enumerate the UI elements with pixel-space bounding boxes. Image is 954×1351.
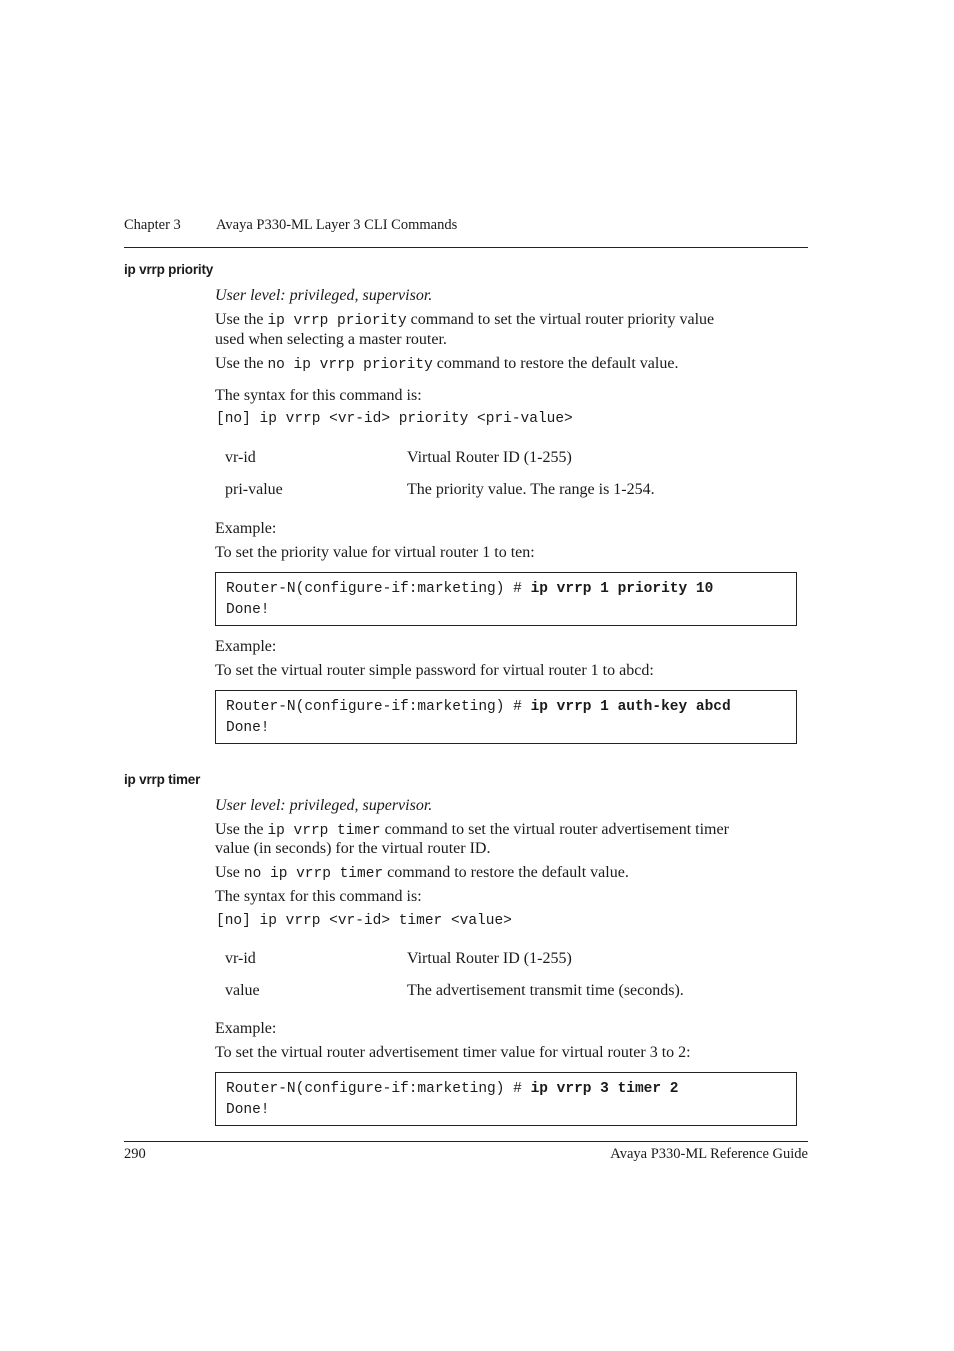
user-level-priority: User level: privileged, supervisor. (215, 287, 433, 304)
paragraph-priority-usage-line2: used when selecting a master router. (215, 331, 447, 348)
code-result: Done! (226, 720, 270, 736)
param-name: vr-id (225, 950, 256, 967)
inline-code: ip vrrp timer (267, 823, 381, 839)
text-span: Use the (215, 311, 268, 328)
paragraph-priority-restore (215, 354, 678, 375)
syntax-intro-timer: The syntax for this command is: (215, 888, 422, 905)
text-span: Use (215, 864, 244, 881)
syntax-priority: [no] ip vrrp <vr-id> priority <pri-value> (216, 411, 573, 427)
paragraph-timer-restore (215, 863, 629, 884)
cli-command: ip vrrp 1 auth-key abcd (530, 699, 731, 715)
code-example-auth-key (215, 690, 797, 744)
code-line (226, 579, 786, 600)
text-span: Use the (215, 355, 268, 372)
paragraph-priority-usage (215, 310, 714, 331)
page-number: 290 (124, 1146, 146, 1162)
param-desc: The advertisement transmit time (seconds). (407, 982, 684, 999)
text-span: command to set the virtual router advertisement timer (380, 821, 729, 838)
footer-rule (124, 1141, 808, 1142)
code-line (226, 697, 786, 718)
inline-code: no ip vrrp priority (267, 357, 433, 373)
inline-code: no ip vrrp timer (243, 866, 384, 882)
guide-title: Avaya P330-ML Reference Guide (610, 1146, 808, 1162)
text-span: Use the (215, 821, 268, 838)
example-label: Example: (215, 520, 277, 537)
param-desc: Virtual Router ID (1-255) (407, 449, 572, 466)
section-heading-priority: ip vrrp priority (124, 262, 214, 277)
syntax-timer: [no] ip vrrp <vr-id> timer <value> (216, 913, 512, 929)
chapter-label: Chapter 3 (124, 217, 181, 233)
chapter-title: Avaya P330-ML Layer 3 CLI Commands (216, 217, 458, 233)
syntax-intro-priority: The syntax for this command is: (215, 387, 422, 404)
code-result: Done! (226, 1102, 270, 1118)
paragraph-timer-usage-line2: value (in seconds) for the virtual router ID. (215, 840, 491, 857)
cli-prompt: Router-N(configure-if:marketing) # (226, 699, 531, 715)
text-span: command to restore the default value. (383, 864, 629, 881)
param-name: value (225, 982, 260, 999)
cli-command: ip vrrp 3 timer 2 (530, 1081, 679, 1097)
param-desc: The priority value. The range is 1-254. (407, 481, 655, 498)
example-label: Example: (215, 638, 277, 655)
cli-prompt: Router-N(configure-if:marketing) # (226, 1081, 531, 1097)
cli-prompt: Router-N(configure-if:marketing) # (226, 581, 531, 597)
inline-code: ip vrrp priority (267, 313, 407, 329)
example-description: To set the virtual router simple password for virtual router 1 to abcd: (215, 662, 654, 679)
param-name: pri-value (225, 481, 283, 498)
param-name: vr-id (225, 449, 256, 466)
cli-command: ip vrrp 1 priority 10 (530, 581, 714, 597)
text-span: command to set the virtual router priority value (406, 311, 715, 328)
code-line (226, 1079, 786, 1100)
param-desc: Virtual Router ID (1-255) (407, 950, 572, 967)
code-result: Done! (226, 602, 270, 618)
code-example-priority (215, 572, 797, 626)
header-rule (124, 247, 808, 248)
text-span: command to restore the default value. (432, 355, 679, 372)
example-description: To set the priority value for virtual router 1 to ten: (215, 544, 535, 561)
user-level-timer: User level: privileged, supervisor. (215, 797, 433, 814)
section-heading-timer: ip vrrp timer (124, 772, 201, 787)
code-example-timer (215, 1072, 797, 1126)
example-description: To set the virtual router advertisement timer value for virtual router 3 to 2: (215, 1044, 691, 1061)
paragraph-timer-usage (215, 820, 729, 841)
example-label: Example: (215, 1020, 277, 1037)
